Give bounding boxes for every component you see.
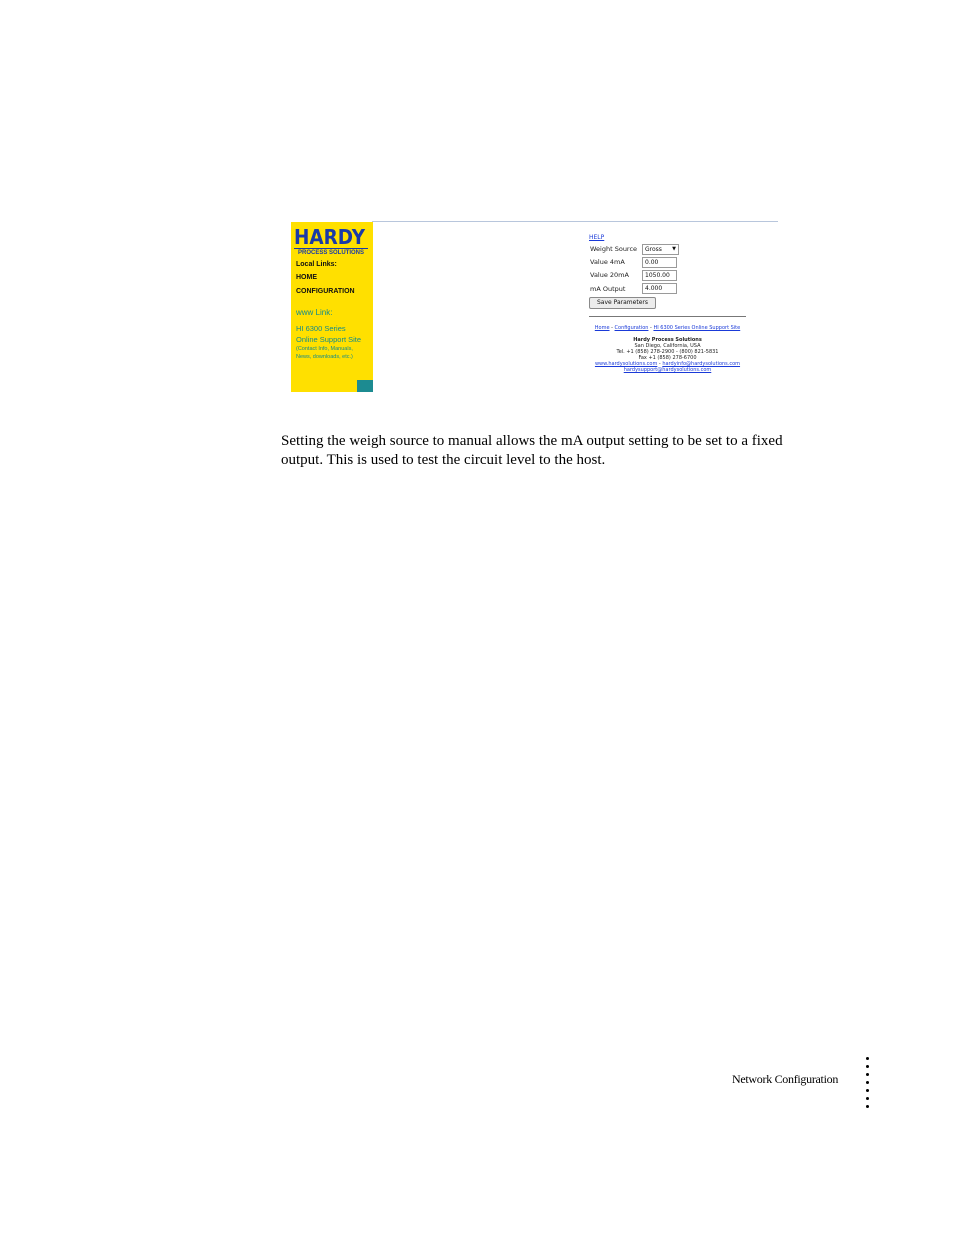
local-links-heading: Local Links: (296, 261, 337, 268)
screenshot-top-rule (372, 221, 778, 222)
value-20ma-input[interactable]: 1050.00 (642, 270, 677, 281)
dot (866, 1057, 869, 1060)
footer-tel: Tel. +1 (858) 278-2900 - (800) 821-5831 (616, 349, 719, 355)
www-link-heading: www Link: (296, 308, 333, 317)
footer-fax: Fax +1 (858) 278-6700 (638, 355, 697, 361)
dot (866, 1081, 869, 1084)
logo-main-text: HARDY (294, 225, 366, 249)
dot (866, 1089, 869, 1092)
logo-subtitle: PROCESS SOLUTIONS (294, 248, 368, 257)
dot (866, 1097, 869, 1100)
footer-link-separator: - (657, 361, 663, 367)
breadcrumb-home[interactable]: Home (594, 325, 610, 331)
sidebar-item-configuration[interactable]: CONFIGURATION (296, 288, 355, 295)
body-paragraph: Setting the weigh source to manual allows the mA output setting to be set to a fixed output. This is used to test the circuit level to the host. (281, 433, 783, 468)
breadcrumb (589, 325, 746, 331)
breadcrumb-separator: - (609, 325, 615, 331)
weight-source-select[interactable] (642, 244, 679, 255)
footer-info-email-link[interactable]: hardyinfo@hardysolutions.com (662, 361, 741, 367)
corner-block (357, 380, 373, 392)
weight-source-value: Gross (645, 246, 662, 253)
footer-location: San Diego, California, USA (634, 343, 701, 349)
dot (866, 1073, 869, 1076)
footer-website-link[interactable]: www.hardysolutions.com (594, 361, 658, 367)
dropdown-arrow-icon: ▼ (672, 246, 676, 252)
value-4ma-input[interactable]: 0.00 (642, 257, 677, 268)
value-4ma-label: Value 4mA (590, 258, 625, 266)
breadcrumb-separator: - (648, 325, 654, 331)
hardy-logo (294, 227, 368, 255)
value-20ma-label: Value 20mA (590, 271, 629, 279)
help-link[interactable]: HELP (589, 234, 605, 241)
footer-support-email (589, 367, 746, 373)
ma-output-label: mA Output (590, 285, 626, 293)
footer-support-email-link[interactable]: hardysupport@hardysolutions.com (623, 367, 712, 373)
support-site-link-line1[interactable]: HI 6300 Series (296, 324, 346, 333)
ma-output-input[interactable]: 4.000 (642, 283, 677, 294)
footer-company: Hardy Process Solutions (633, 337, 702, 343)
weight-source-label: Weight Source (590, 245, 638, 253)
support-site-note-line1: (Contact Info, Manuals, (296, 346, 353, 352)
breadcrumb-support-site[interactable]: HI 6300 Series Online Support Site (653, 325, 741, 331)
support-site-link-line2[interactable]: Online Support Site (296, 335, 362, 344)
support-site-note-line2: News, downloads, etc.) (296, 354, 353, 360)
page-footer-label: Network Configuration (732, 1072, 839, 1086)
sidebar-item-home[interactable]: HOME (296, 274, 317, 281)
save-parameters-button[interactable]: Save Parameters (589, 297, 656, 309)
form-divider (589, 316, 746, 317)
sidebar (291, 222, 373, 392)
breadcrumb-configuration[interactable]: Configuration (614, 325, 649, 331)
dot (866, 1105, 869, 1108)
dot (866, 1065, 869, 1068)
